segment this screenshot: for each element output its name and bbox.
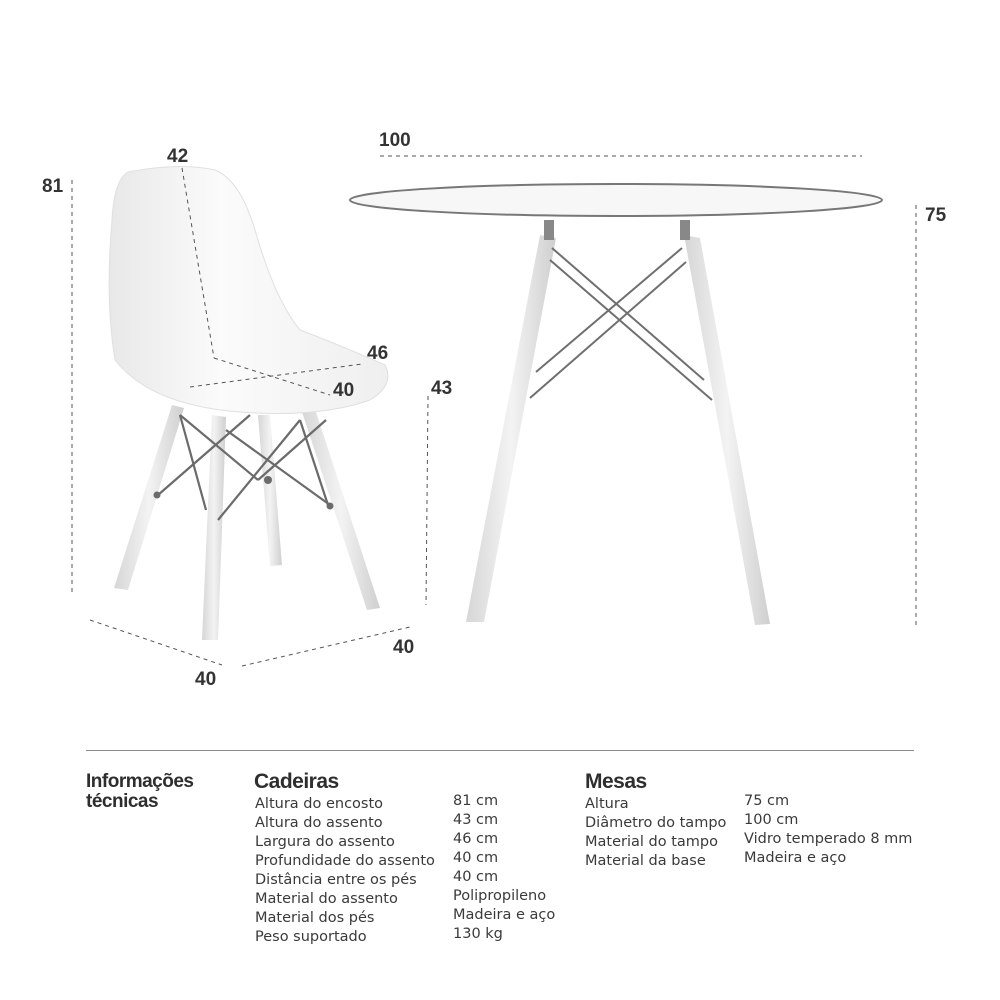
tables-labels: Altura Diâmetro do tampo Material do tampo Material da base xyxy=(585,796,727,869)
tech-info-heading: Informações técnicas xyxy=(86,771,194,812)
section-divider xyxy=(86,750,914,751)
dim-chair-seat-depth: 40 xyxy=(333,380,355,401)
dim-chair-seat-width: 46 xyxy=(367,343,389,364)
chair-legs xyxy=(114,405,380,640)
table-top xyxy=(350,184,882,216)
chairs-title: Cadeiras xyxy=(254,770,339,793)
chair-wire-base xyxy=(158,415,330,520)
chairs-values: 81 cm 43 cm 46 cm 40 cm 40 cm Polipropileno Madeira e aço 130 kg xyxy=(453,793,556,942)
dim-chair-back-width: 42 xyxy=(167,146,189,167)
tables-values: 75 cm 100 cm Vidro temperado 8 mm Madeira e aço xyxy=(744,793,913,866)
tables-title: Mesas xyxy=(585,770,647,793)
dim-chair-feet-side: 40 xyxy=(393,637,415,658)
dim-table-diameter: 100 xyxy=(379,130,411,151)
chairs-labels: Altura do encosto Altura do assento Largura do assento Profundidade do assento Distância entre os pés Material do assento Material dos pés Peso suportado xyxy=(255,796,435,945)
dim-chair-feet-front: 40 xyxy=(195,669,217,690)
dim-table-height: 75 xyxy=(925,205,947,226)
dim-chair-seat-height: 43 xyxy=(431,378,453,399)
dim-chair-height: 81 xyxy=(42,176,64,197)
chair-shell xyxy=(109,166,388,413)
table-legs xyxy=(466,220,770,625)
table-dim-lines xyxy=(380,156,916,628)
table-wire-base xyxy=(530,248,712,400)
